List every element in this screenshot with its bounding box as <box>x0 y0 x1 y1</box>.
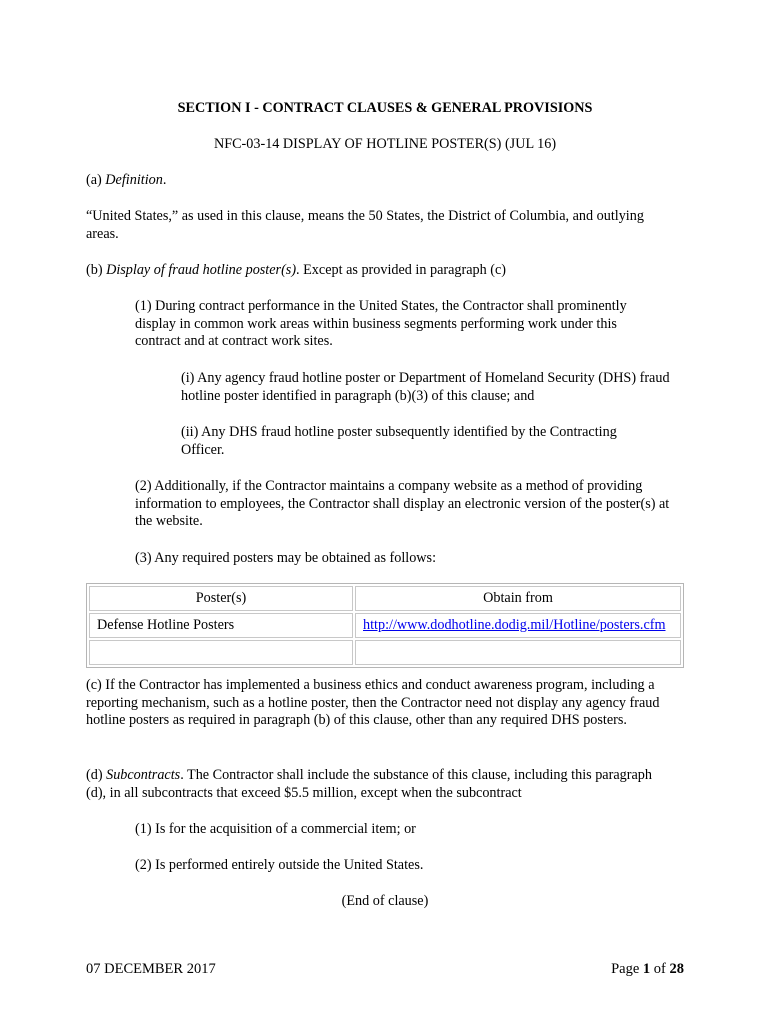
paragraph-b1: (1) During contract performance in the United States, the Contractor shall prominently display in common work areas within business segments performing work under this contract and at contract work sites. <box>135 298 627 349</box>
defense-hotline-posters-link[interactable]: http://www.dodhotline.dodig.mil/Hotline/posters.cfm <box>363 617 666 633</box>
section-heading: SECTION I - CONTRACT CLAUSES & GENERAL PROVISIONS <box>177 100 593 116</box>
page-of: of <box>650 961 670 977</box>
paragraph-a-label: (a) <box>86 172 106 188</box>
paragraph-a-heading <box>86 172 166 190</box>
paragraph-b-label: (b) <box>86 262 107 278</box>
paragraph-a-heading-end: . <box>162 172 167 188</box>
paragraph-b-heading <box>86 262 506 280</box>
end-of-clause: (End of clause) <box>341 893 429 909</box>
table-cell-empty <box>355 640 681 665</box>
paragraph-b-heading-text: Display of fraud hotline poster(s) <box>106 262 297 278</box>
table-header-row <box>89 586 681 611</box>
paragraph-d-rest: . The Contractor shall include the substance of this clause, including this paragraph (d), in all subcontracts that exceed $5.5 million, except when the subcontract <box>86 767 652 801</box>
paragraph-d-heading: Subcontracts <box>106 767 181 783</box>
table-header-obtain-from: Obtain from <box>355 586 681 611</box>
paragraph-b3: (3) Any required posters may be obtained as follows: <box>135 550 437 566</box>
table-header-posters: Poster(s) <box>89 586 353 611</box>
table-cell-empty <box>89 640 353 665</box>
paragraph-d1: (1) Is for the acquisition of a commercial item; or <box>135 821 416 837</box>
paragraph-b2: (2) Additionally, if the Contractor maintains a company website as a method of providing information to employees, the Contractor shall display an electronic version of the poster(s) at the website. <box>135 478 670 529</box>
clause-title: NFC-03-14 DISPLAY OF HOTLINE POSTER(S) (JUL 16) <box>213 136 557 152</box>
paragraph-d <box>86 767 656 802</box>
table-cell-poster: Defense Hotline Posters <box>89 613 353 638</box>
paragraph-c: (c) If the Contractor has implemented a business ethics and conduct awareness program, including a reporting mechanism, such as a hotline poster, then the Contractor need not display any agency fraud hotline posters as required in paragraph (b) of this clause, other than any required DHS posters. <box>86 677 660 728</box>
paragraph-b1-ii: (ii) Any DHS fraud hotline poster subsequently identified by the Contracting Officer. <box>181 424 617 458</box>
paragraph-a-text: “United States,” as used in this clause, means the 50 States, the District of Columbia, and outlying areas. <box>86 208 644 242</box>
paragraph-d2: (2) Is performed entirely outside the United States. <box>135 857 424 873</box>
page-prefix: Page <box>611 961 643 977</box>
paragraph-b1-i: (i) Any agency fraud hotline poster or Department of Homeland Security (DHS) fraud hotline poster identified in paragraph (b)(3) of this clause; and <box>181 370 670 404</box>
footer-date: 07 DECEMBER 2017 <box>86 961 216 977</box>
paragraph-a-heading-text: Definition <box>105 172 163 188</box>
footer-page-number <box>611 961 684 979</box>
page-current: 1 <box>642 961 651 977</box>
table-row-empty <box>89 640 681 665</box>
paragraph-d-label: (d) <box>86 767 107 783</box>
table-row <box>89 613 681 638</box>
posters-table <box>86 583 684 668</box>
page-total: 28 <box>669 961 684 977</box>
table-cell-link <box>355 613 681 638</box>
paragraph-b-heading-rest: . Except as provided in paragraph (c) <box>296 262 507 278</box>
